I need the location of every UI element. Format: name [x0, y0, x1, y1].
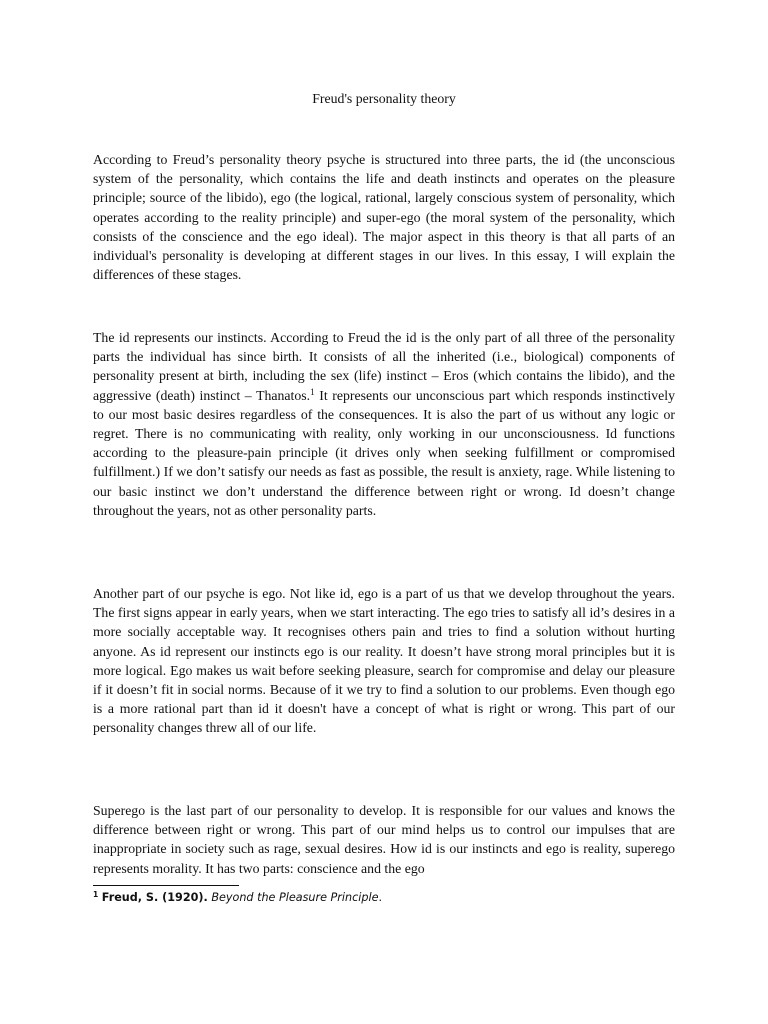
footnote-author: Freud, S. (1920). [101, 891, 208, 904]
paragraph-id-text-start: The id represents our instincts. According to Freud the id is the only part of all three of the personality parts the individual has since birth. It consists of all the inherited (i.e., biological) components of personality present at birth, including the sex (life) instinct – Eros (which contains the libido), and the aggressive (death) instinct – Thanatos. [93, 330, 675, 403]
paragraph-intro: According to Freud’s personality theory psyche is structured into three parts, the id (the unconscious system of the personality, which contains the life and death instincts and operates on the pleasure principle; source of the libido), ego (the logical, rational, largely conscious system of personality, which operates according to the reality principle) and super-ego (the moral system of the personality, which consists of the conscience and the ego ideal). The major aspect in this theory is that all parts of an individual's personality is developing at different stages in our lives. In this essay, I will explain the differences of these stages. [93, 152, 675, 283]
paragraph-superego: Superego is the last part of our personality to develop. It is responsible for our values and knows the difference between right or wrong. This part of our mind helps us to control our impulses that are inappropriate in society such as rage, sexual desires. How id is our instincts and ego is reality, superego represents morality. It has two parts: conscience and the ego [93, 803, 675, 876]
footnote-divider [93, 885, 239, 886]
document-title: Freud's personality theory [312, 91, 456, 106]
footnote-number: 1 [93, 890, 99, 899]
paragraph-id-text-end: It represents our unconscious part which responds instinctively to our most basic desires regardless of the consequences. It is also the part of us without any logic or regret. There is no communicating with reality, only working in our unconsciousness. Id functions according to the pleasure-pain principle (it drives only when seeking fulfillment or compromised fulfillment.) If we don’t satisfy our needs as fast as possible, the result is anxiety, rage. While listening to our basic instinct we don’t understand the difference between right or wrong. Id doesn’t change throughout the years, not as other personality parts. [93, 387, 676, 518]
footnote-title: Beyond the Pleasure Principle [211, 891, 379, 904]
footnote-reference[interactable]: 1 [310, 386, 315, 397]
footnote [93, 890, 675, 906]
paragraph-id [93, 328, 675, 520]
paragraph-ego: Another part of our psyche is ego. Not like id, ego is a part of us that we develop throughout the years. The first signs appear in early years, when we start interacting. The ego tries to satisfy all id’s desires in a more socially acceptable way. It recognises others pain and tries to find a solution without hurting anyone. As id represent our instincts ego is our reality. It doesn’t have strong moral principles but it is more logical. Ego makes us wait before seeking pleasure, search for compromise and delay our pleasure if it doesn’t fit in social norms. Because of it we try to find a solution to our problems. Even though ego is a more rational part than id it doesn't have a concept of what is right or wrong. This part of our personality changes threw all of our life. [93, 586, 675, 736]
footnote-end: . [378, 891, 383, 904]
